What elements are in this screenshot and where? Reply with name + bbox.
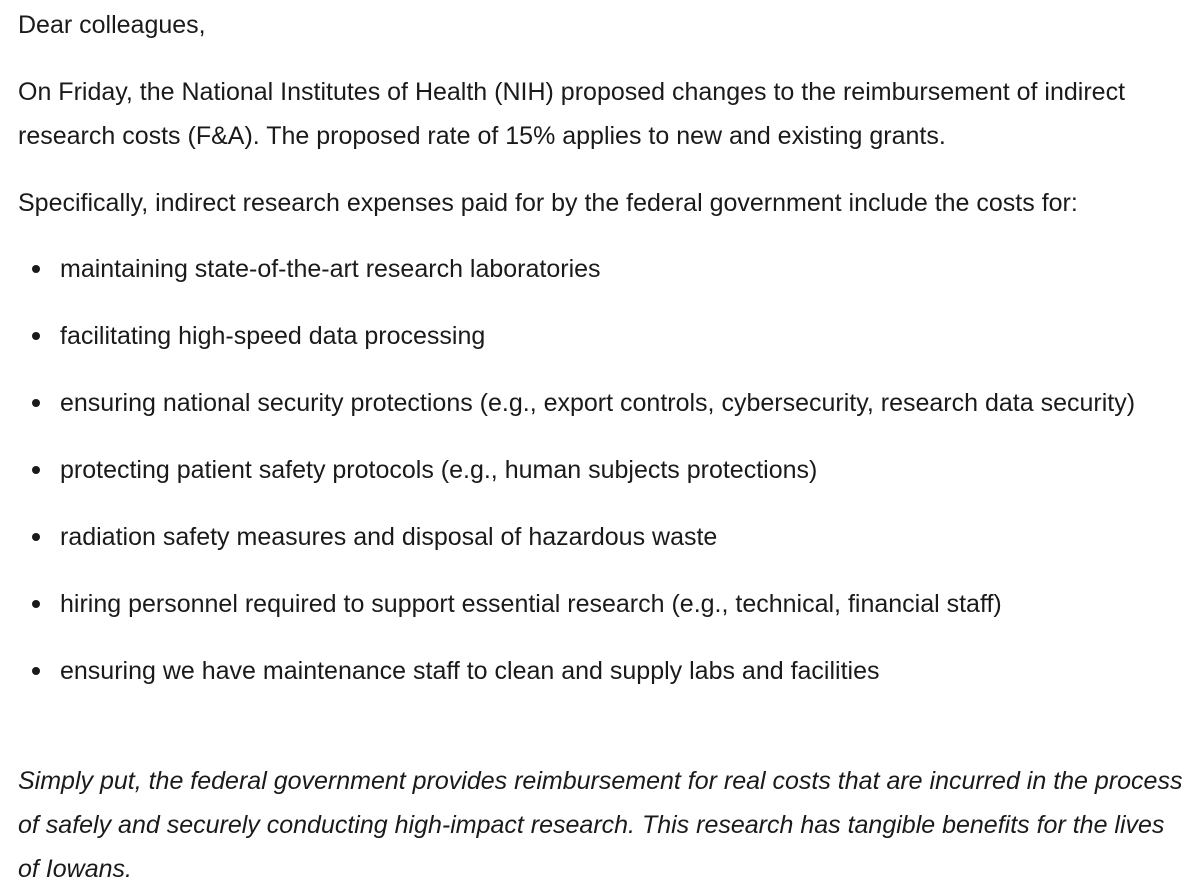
greeting: Dear colleagues, <box>18 11 206 39</box>
list-item: ensuring national security protections (e.g., export controls, cybersecurity, research data security) <box>18 381 1178 425</box>
closing-paragraph: Simply put, the federal government provides reimbursement for real costs that are incurred in the process of safely and securely conducting high-impact research. This research has tangible benefits for the lives of Iowans. <box>18 767 1183 883</box>
list-item: protecting patient safety protocols (e.g., human subjects protections) <box>18 448 1178 492</box>
list-item: hiring personnel required to support essential research (e.g., technical, financial staff) <box>18 582 1178 626</box>
list-item: ensuring we have maintenance staff to clean and supply labs and facilities <box>18 649 1178 693</box>
list-item: facilitating high-speed data processing <box>18 314 1178 358</box>
list-item: radiation safety measures and disposal of hazardous waste <box>18 515 1178 559</box>
indirect-costs-list <box>18 247 1178 716</box>
intro-paragraph: On Friday, the National Institutes of Health (NIH) proposed changes to the reimbursement of indirect research costs (F&A). The proposed rate of 15% applies to new and existing grants. <box>18 78 1126 150</box>
list-lead-paragraph: Specifically, indirect research expenses paid for by the federal government include the costs for: <box>18 189 1078 217</box>
list-item: maintaining state-of-the-art research laboratories <box>18 247 1178 291</box>
